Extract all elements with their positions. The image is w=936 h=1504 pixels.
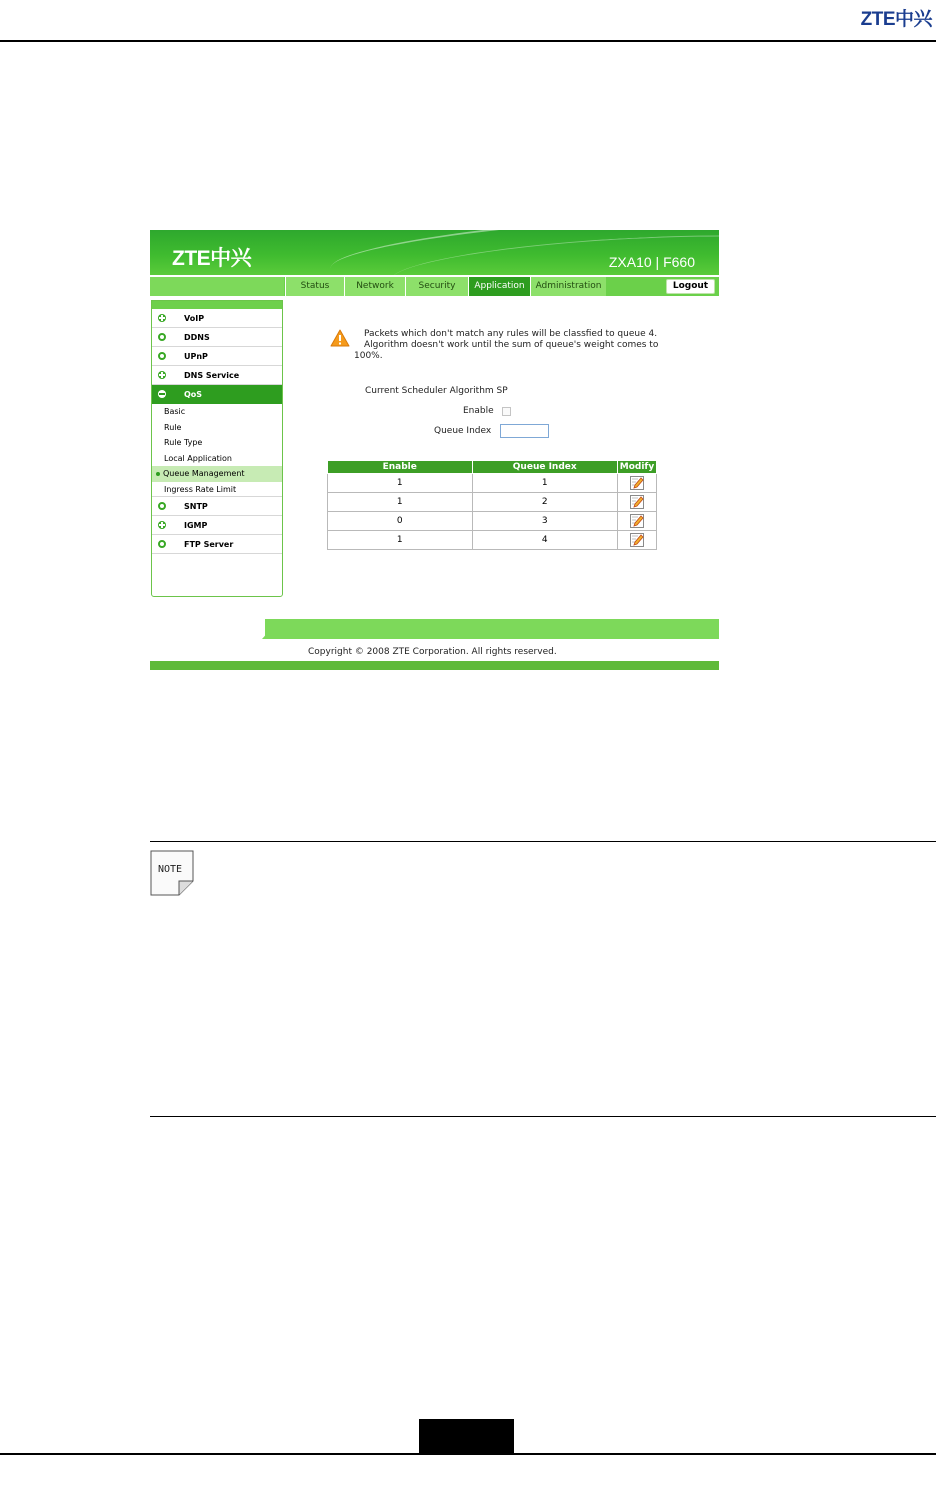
- expand-icon: [158, 314, 166, 322]
- footer-strip: [150, 661, 719, 670]
- circle-icon: [158, 333, 166, 341]
- note-rule-top: [150, 841, 936, 842]
- sidebar-subitem-rule-type[interactable]: Rule Type: [164, 438, 203, 447]
- circle-icon: [158, 502, 166, 510]
- column-header-modify: Modify: [618, 461, 657, 474]
- enable-cell: 1: [328, 474, 473, 493]
- expand-icon: [158, 521, 166, 529]
- queue-index-cell: 3: [472, 512, 618, 531]
- footer-bar: [265, 619, 719, 639]
- column-header-queue-index: Queue Index: [472, 461, 618, 474]
- page-number-box: [419, 1419, 514, 1454]
- header-rule: [0, 40, 936, 42]
- zte-logo: ZTE中兴: [860, 9, 932, 30]
- sidebar-item-upnp[interactable]: [152, 347, 282, 366]
- sidebar-subitem-label: Queue Management: [163, 469, 245, 478]
- footer-rule: [0, 1453, 936, 1455]
- top-nav: [150, 277, 719, 296]
- circle-icon: [158, 352, 166, 360]
- column-header-enable: Enable: [328, 461, 473, 474]
- warning-line-3: 100%.: [354, 351, 383, 361]
- warning-icon: [330, 329, 350, 347]
- router-ui-screenshot: [150, 230, 719, 670]
- sidebar-item-label: FTP Server: [184, 540, 234, 549]
- main-content: [287, 300, 717, 610]
- nav-left-spacer: [150, 277, 284, 296]
- table-row: [328, 512, 657, 531]
- modify-cell: [618, 474, 657, 493]
- enable-cell: 0: [328, 512, 473, 531]
- collapse-icon: [158, 390, 166, 398]
- queue-table: [327, 460, 657, 550]
- sidebar-item-sntp[interactable]: [152, 497, 282, 516]
- sidebar-item-igmp[interactable]: [152, 516, 282, 535]
- tab-network[interactable]: Network: [344, 277, 405, 296]
- copyright-text: Copyright © 2008 ZTE Corporation. All rights reserved.: [308, 647, 557, 657]
- sidebar-item-ddns[interactable]: [152, 328, 282, 347]
- bullet-icon: [156, 472, 160, 476]
- warning-line-1: Packets which don't match any rules will be classfied to queue 4.: [364, 329, 658, 339]
- expand-icon: [158, 371, 166, 379]
- queue-index-input[interactable]: [500, 424, 549, 438]
- queue-index-label: Queue Index: [434, 426, 492, 436]
- queue-index-cell: 4: [472, 531, 618, 550]
- sidebar-item-ftp-server[interactable]: [152, 535, 282, 554]
- table-row: [328, 474, 657, 493]
- sidebar: [151, 300, 283, 597]
- queue-index-cell: 1: [472, 474, 618, 493]
- sidebar-item-label: DDNS: [184, 333, 210, 342]
- sidebar-subitem-queue-management[interactable]: [152, 466, 282, 482]
- sidebar-item-label: IGMP: [184, 521, 208, 530]
- note-label: NOTE: [158, 864, 183, 875]
- device-model: ZXA10 | F660: [608, 254, 695, 270]
- sidebar-subitem-local-application[interactable]: Local Application: [164, 453, 232, 463]
- sidebar-item-label: UPnP: [184, 352, 208, 361]
- sidebar-item-voip[interactable]: [152, 309, 282, 328]
- table-row: [328, 531, 657, 550]
- enable-cell: 1: [328, 493, 473, 512]
- sidebar-subitem-rule[interactable]: Rule: [164, 422, 182, 432]
- edit-icon[interactable]: [630, 495, 644, 509]
- scheduler-info: [365, 386, 508, 396]
- modify-cell: [618, 531, 657, 550]
- circle-icon: [158, 540, 166, 548]
- warning-line-2: Algorithm doesn't work until the sum of queue's weight comes to: [364, 340, 659, 350]
- edit-icon[interactable]: [630, 533, 644, 547]
- enable-checkbox[interactable]: [502, 407, 511, 416]
- tab-status[interactable]: Status: [285, 277, 344, 296]
- enable-cell: 1: [328, 531, 473, 550]
- logout-button[interactable]: Logout: [666, 279, 715, 294]
- sidebar-item-label: SNTP: [184, 502, 208, 511]
- modify-cell: [618, 493, 657, 512]
- sidebar-item-qos[interactable]: [152, 385, 282, 404]
- tab-administration[interactable]: Administration: [530, 277, 606, 296]
- tab-application[interactable]: Application: [468, 277, 530, 296]
- scheduler-label: Current Scheduler Algorithm: [365, 386, 494, 396]
- sidebar-item-label: QoS: [184, 390, 203, 399]
- banner: [150, 230, 719, 275]
- enable-label: Enable: [463, 406, 494, 416]
- sidebar-subitem-ingress-rate-limit[interactable]: Ingress Rate Limit: [152, 482, 282, 498]
- note-rule-bottom: [150, 1116, 936, 1117]
- table-header-row: [328, 461, 657, 474]
- tab-security[interactable]: Security: [405, 277, 468, 296]
- sidebar-item-dns-service[interactable]: [152, 366, 282, 385]
- queue-index-cell: 2: [472, 493, 618, 512]
- warning-message: [354, 329, 704, 362]
- sidebar-item-label: VoIP: [184, 314, 205, 323]
- sidebar-header: [152, 301, 282, 309]
- table-row: [328, 493, 657, 512]
- edit-icon[interactable]: [630, 476, 644, 490]
- sidebar-item-label: DNS Service: [184, 371, 240, 380]
- sidebar-subitem-basic[interactable]: Basic: [164, 407, 186, 416]
- brand-logo: ZTE中兴: [172, 247, 252, 270]
- edit-icon[interactable]: [630, 514, 644, 528]
- scheduler-value: SP: [496, 386, 508, 396]
- modify-cell: [618, 512, 657, 531]
